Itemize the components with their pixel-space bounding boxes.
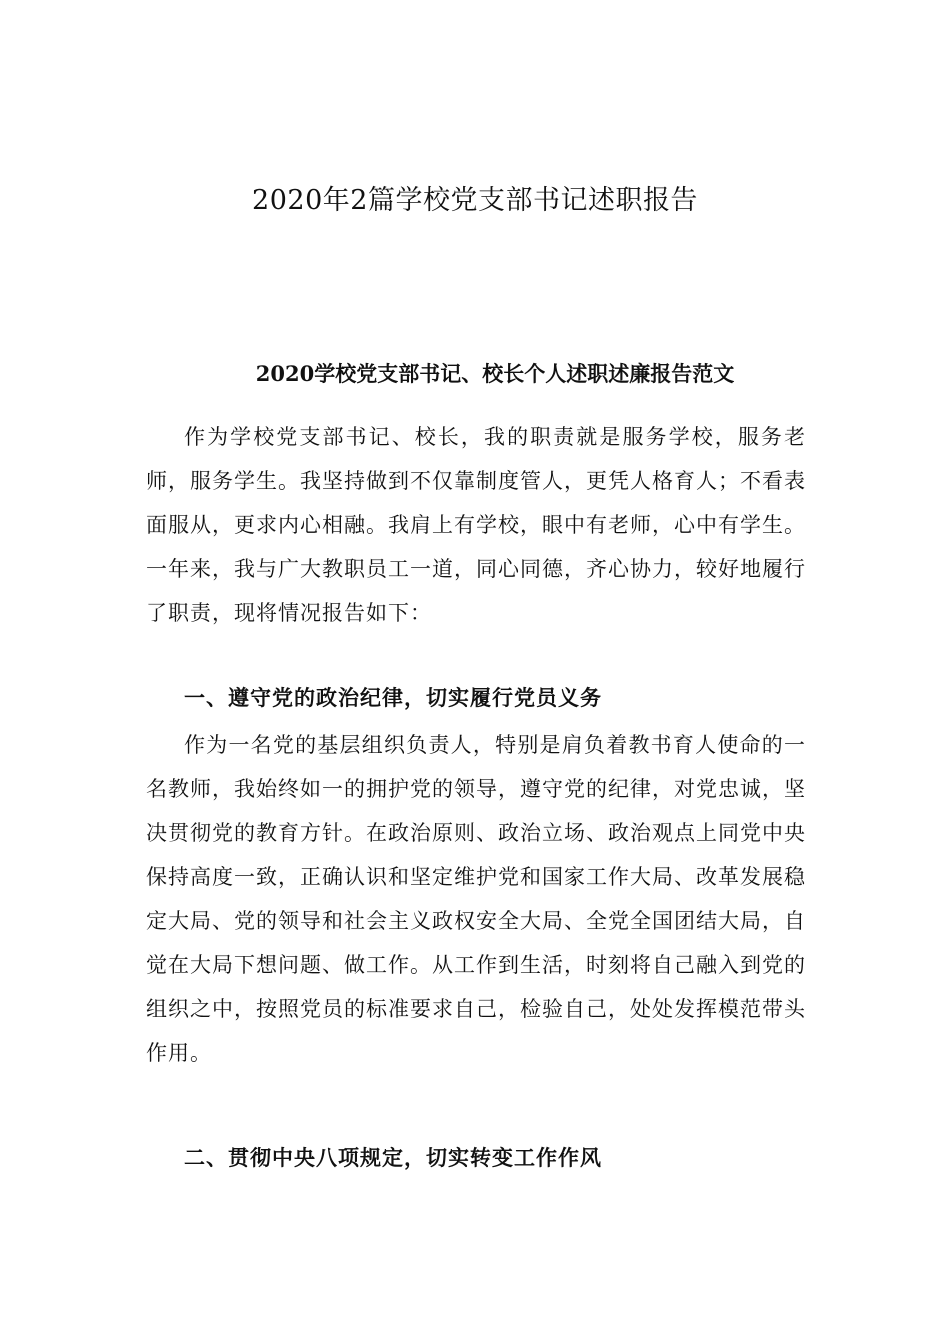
- section-heading-2: 二、贯彻中央八项规定，切实转变工作作风: [184, 1145, 602, 1170]
- document-title: 2020年2篇学校党支部书记述职报告: [252, 185, 698, 216]
- document-subtitle: 2020学校党支部书记、校长个人述职述廉报告范文: [255, 361, 735, 386]
- intro-paragraph: 作为学校党支部书记、校长，我的职责就是服务学校，服务老师，服务学生。我坚持做到不仅靠制度管人，更凭人格育人；不看表面服从，更求内心相融。我肩上有学校，眼中有老师，心中有学生。一年来，我与广大教职员工一道，同心同德，齐心协力，较好地履行了职责，现将情况报告如下：: [146, 425, 806, 625]
- section-heading-1: 一、遵守党的政治纪律，切实履行党员义务: [184, 685, 602, 710]
- section-1-paragraph: 作为一名党的基层组织负责人，特别是肩负着教书育人使命的一名教师，我始终如一的拥护党的领导，遵守党的纪律，对党忠诚，坚决贯彻党的教育方针。在政治原则、政治立场、政治观点上同党中央保持高度一致，正确认识和坚定维护党和国家工作大局、改革发展稳定大局、党的领导和社会主义政权安全大局、全党全国团结大局，自觉在大局下想问题、做工作。从工作到生活，时刻将自己融入到党的组织之中，按照党员的标准要求自己，检验自己，处处发挥模范带头作用。: [146, 733, 806, 1065]
